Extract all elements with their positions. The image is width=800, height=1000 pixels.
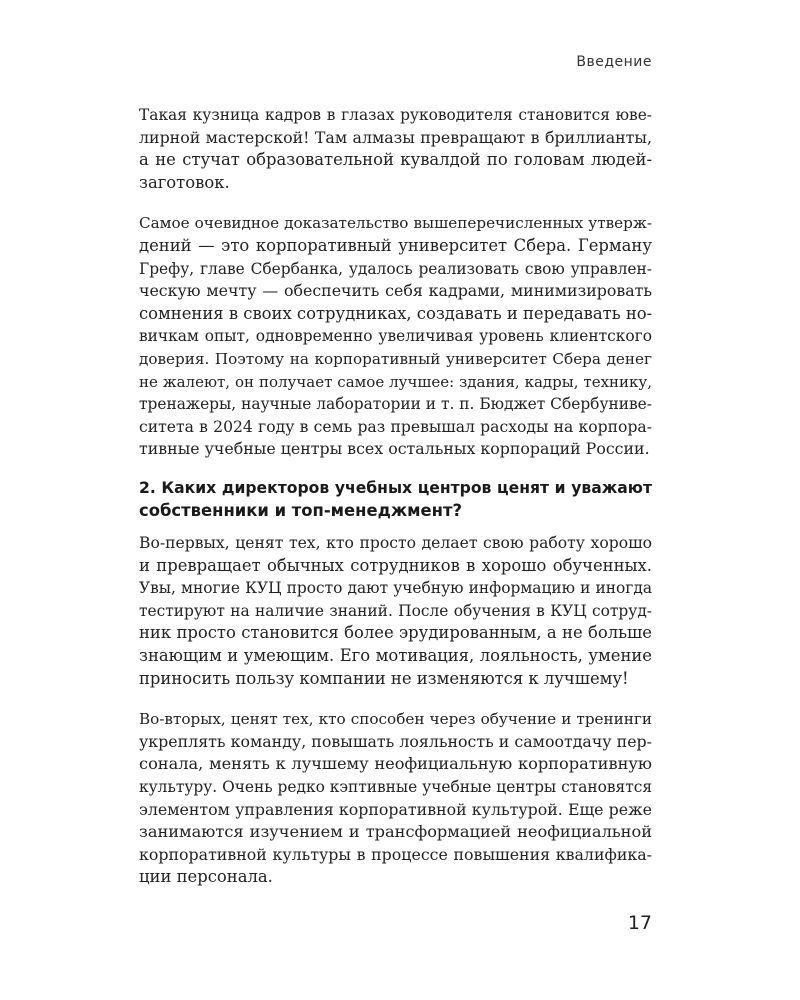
text-line: лирной мастерской! Там алмазы превращают в бриллианты, xyxy=(139,127,652,147)
text-line: Во-вторых, ценят тех, кто способен через обучение и тренинги xyxy=(139,710,652,729)
paragraph-firstly xyxy=(139,532,652,690)
text-line: Такая кузница кадров в глазах руководителя становится юве- xyxy=(139,106,652,124)
text-line: заготовок. xyxy=(139,172,230,192)
paragraph-secondly xyxy=(139,708,652,889)
page-body xyxy=(139,104,652,889)
text-line: вичкам опыт, одновременно увеличивая уровень клиентского xyxy=(139,327,652,346)
text-line: знающим и умеющим. Его мотивация, лояльность, умение xyxy=(139,646,652,666)
text-line: Во-первых, ценят тех, кто просто делает свою работу хорошо xyxy=(139,534,652,553)
running-header: Введение xyxy=(576,54,652,70)
text-line: элементом управления корпоративной культурой. Еще реже xyxy=(139,799,652,819)
section-heading xyxy=(139,477,652,522)
text-line: культуру. Очень редко кэптивные учебные центры становятся xyxy=(139,778,653,797)
text-line: ник просто становится более эрудированным, а не больше xyxy=(139,623,652,643)
text-line: Самое очевидное доказательство вышеперечисленных утверж- xyxy=(139,214,652,233)
text-line: сомнения в своих сотрудниках, создавать и передавать но- xyxy=(139,303,653,323)
text-line: ческую мечту — обеспечить себя кадрами, минимизировать xyxy=(139,281,652,301)
text-line: а не стучат образовательной кувалдой по головам людей- xyxy=(139,150,652,170)
text-line: ситета в 2024 году в семь раз превышал расходы на корпора- xyxy=(139,417,652,436)
text-line: доверия. Поэтому на корпоративный университет Сбера денег xyxy=(139,349,652,368)
text-line: Грефу, главе Сбербанка, удалось реализовать свою управлен- xyxy=(139,259,652,278)
text-line: укреплять команду, повышать лояльность и самоотдачу пер- xyxy=(139,731,652,751)
text-line: не жалеют, он получает самое лучшее: здания, кадры, технику, xyxy=(139,372,652,391)
text-line: приносить пользу компании не изменяются к лучшему! xyxy=(139,668,629,688)
text-line: корпоративной культуры в процессе повышения квалифика- xyxy=(139,844,652,864)
paragraph-kuznitsa xyxy=(139,104,652,194)
text-line: сонала, менять к лучшему неофициальную корпоративную xyxy=(139,754,652,774)
text-line: тренажеры, научные лаборатории и т. п. Бюджет Сбербуниве- xyxy=(139,395,652,414)
text-line: тивные учебные центры всех остальных корпораций России. xyxy=(139,439,650,459)
text-line: ции персонала. xyxy=(139,867,273,887)
heading-line: 2. Каких директоров учебных центров ценят и уважают xyxy=(139,478,652,497)
text-line: занимаются изучением и трансформацией неофициальной xyxy=(139,822,652,842)
text-line: и превращает обычных сотрудников в хорошо обученных. xyxy=(139,555,652,575)
paragraph-sber-university xyxy=(139,212,652,461)
text-line: Увы, многие КУЦ просто дают учебную информацию и иногда xyxy=(139,579,652,598)
text-line: дений — это корпоративный университет Сбера. Герману xyxy=(139,235,652,255)
heading-line: собственники и топ-менеджмент? xyxy=(139,500,463,520)
text-line: тестируют на наличие знаний. После обучения в КУЦ сотруд- xyxy=(139,601,652,620)
page-number: 17 xyxy=(627,912,652,934)
